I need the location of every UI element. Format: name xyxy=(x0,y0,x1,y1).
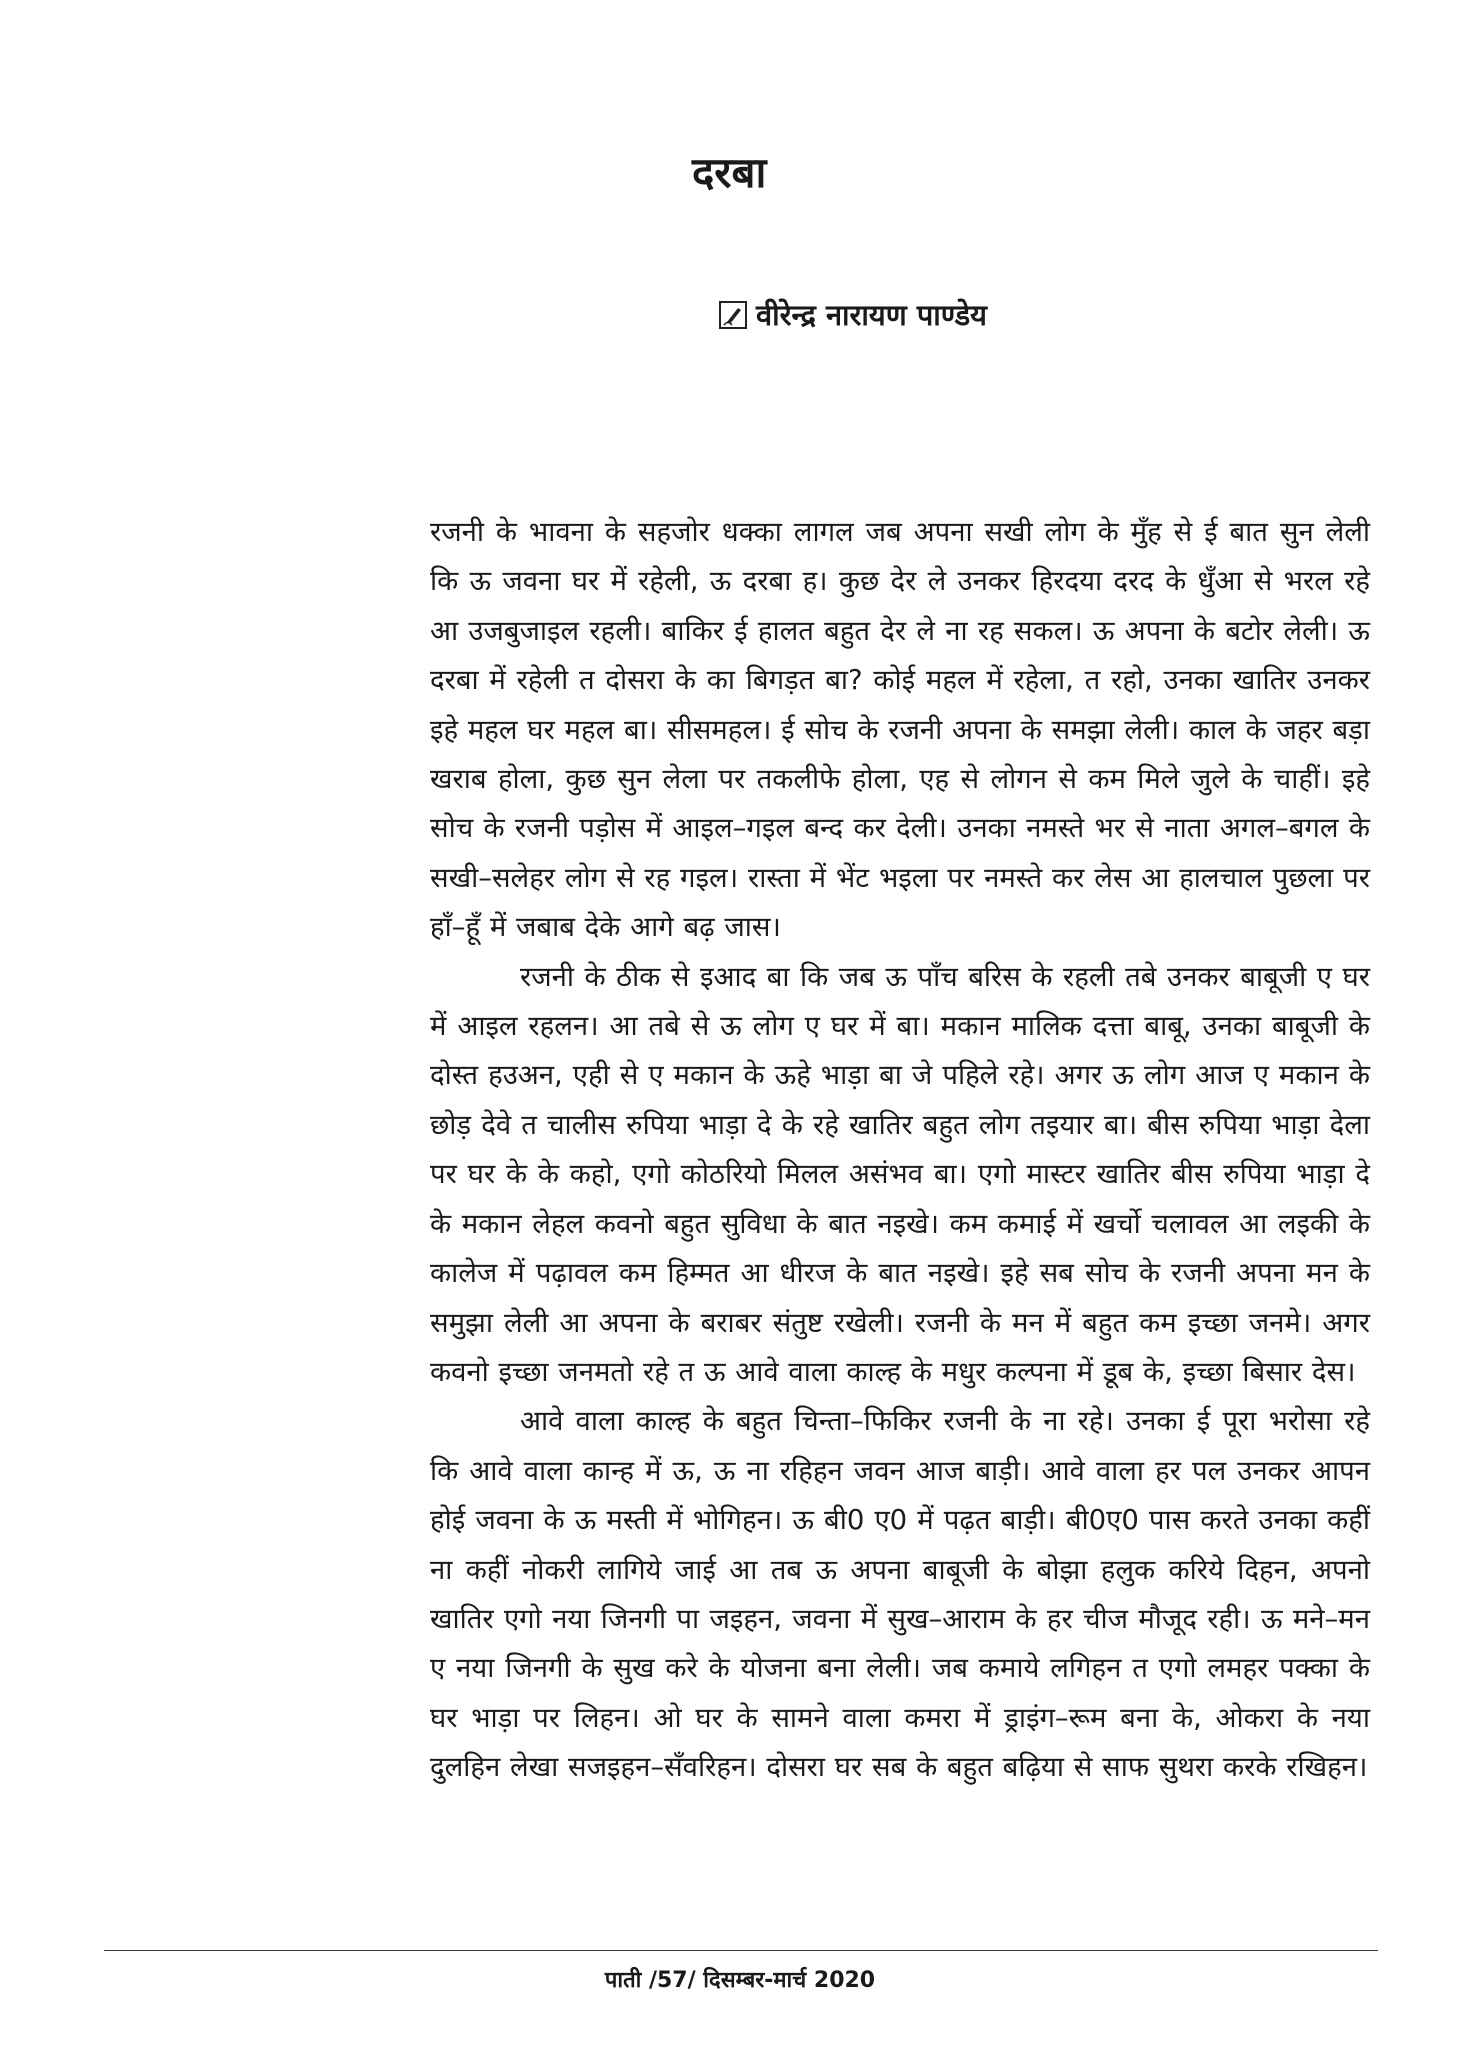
author-byline xyxy=(718,298,987,333)
article-title: दरबा xyxy=(692,148,767,197)
article-body xyxy=(430,508,1370,1793)
paragraph-3: आवे वाला काल्ह के बहुत चिन्ता–फिकिर रजनी के ना रहे। उनका ई पूरा भरोसा रहे कि आवे वाला कान्ह में ऊ, ऊ ना रहिहन जवन आज बाड़ी। आवे वाला हर पल उनकर आपन होई जवना के ऊ मस्ती में भोगिहन। ऊ बी0 ए0 में पढ़त बाड़ी। बी0ए0 पास करते उनका कहीं ना कहीं नोकरी लागिये जाई आ तब ऊ अपना बाबूजी के बोझा हलुक करिये दिहन, अपनो खातिर एगो नया जिनगी पा जइहन, जवना में सुख–आराम के हर चीज मौजूद रही। ऊ मने–मन ए नया जिनगी के सुख करे के योजना बना लेली। जब कमाये लगिहन त एगो लमहर पक्का के घर भाड़ा पर लिहन। ओ घर के सामने वाला कमरा में ड्राइंग–रूम बना के, ओकरा के नया दुलहिन लेखा सजइहन–सँवरिहन। दोसरा घर सब के बहुत बढ़िया से साफ सुथरा करके रखिहन। xyxy=(430,1405,1370,1784)
paragraph-2: रजनी के ठीक से इआद बा कि जब ऊ पाँच बरिस के रहली तबे उनकर बाबूजी ए घर में आइल रहलन। आ तबे से ऊ लोग ए घर में बा। मकान मालिक दत्ता बाबू, उनका बाबूजी के दोस्त हउअन, एही से ए मकान के ऊहे भाड़ा बा जे पहिले रहे। अगर ऊ लोग आज ए मकान के छोड़ देवे त चालीस रुपिया भाड़ा दे के रहे खातिर बहुत लोग तइयार बा। बीस रुपिया भाड़ा देला पर घर के के कहो, एगो कोठरियो मिलल असंभव बा। एगो मास्टर खातिर बीस रुपिया भाड़ा दे के मकान लेहल कवनो बहुत सुविधा के बात नइखे। कम कमाई में खर्चो चलावल आ लइकी के कालेज में पढ़ावल कम हिम्मत आ धीरज के बात नइखे। इहे सब सोच के रजनी अपना मन के समुझा लेली आ अपना के बराबर संतुष्ट रखेली। रजनी के मन में बहुत कम इच्छा जनमे। अगर कवनो इच्छा जनमतो रहे त ऊ आवे वाला काल्ह के मधुर कल्पना में डूब के, इच्छा बिसार देस। xyxy=(430,960,1370,1388)
pen-signature-icon xyxy=(718,300,748,330)
page-footer: पाती /57/ दिसम्बर-मार्च 2020 xyxy=(604,1968,876,1993)
footer-divider xyxy=(104,1950,1378,1951)
author-name: वीरेन्द्र नारायण पाण्डेय xyxy=(756,298,987,332)
paragraph-1: रजनी के भावना के सहजोर धक्का लागल जब अपना सखी लोग के मुँह से ई बात सुन लेली कि ऊ जवना घर में रहेली, ऊ दरबा ह। कुछ देर ले उनकर हिरदया दरद के धुँआ से भरल रहे आ उजबुजाइल रहली। बाकिर ई हालत बहुत देर ले ना रह सकल। ऊ अपना के बटोर लेली। ऊ दरबा में रहेली त दोसरा के का बिगड़त बा? कोई महल में रहेला, त रहो, उनका खातिर उनकर इहे महल घर महल बा। सीसमहल। ई सोच के रजनी अपना के समझा लेली। काल के जहर बड़ा खराब होला, कुछ सुन लेला पर तकलीफे होला, एह से लोगन से कम मिले जुले के चाहीं। इहे सोच के रजनी पड़ोस में आइल–गइल बन्द कर देली। उनका नमस्ते भर से नाता अगल–बगल के सखी–सलेहर लोग से रह गइल। रास्ता में भेंट भइला पर नमस्ते कर लेस आ हालचाल पुछला पर हाँ–हूँ में जबाब देके आगे बढ़ जास। xyxy=(430,516,1370,944)
